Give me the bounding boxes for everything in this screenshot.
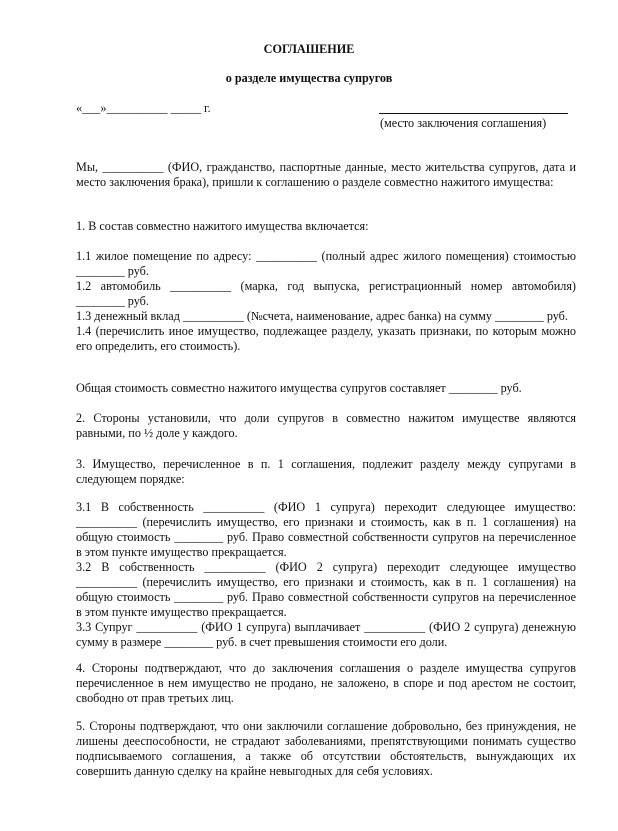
item-3-1: 3.1 В собственность __________ (ФИО 1 супруга) переходит следующее имущество: __________ (перечислить имущество, его признаки и стоимость, как в п. 1 соглашения) на общую стоимость ________ руб. Право совместной собственности супругов на перечисленное в этом пункте имущество прекращается.	[76, 500, 576, 559]
section-1-total	[76, 381, 576, 396]
place-caption: (место заключения соглашения)	[380, 116, 547, 130]
item-1-3: 1.3 денежный вклад __________ (№счета, наименование, адрес банка) на сумму ________ руб.	[76, 309, 568, 323]
section-4-text: 4. Стороны подтверждают, что до заключения соглашения о разделе имущества супругов перечисленное в нем имущество не продано, не заложено, в споре и под арестом не состоит, свободно от прав третьих лиц.	[76, 661, 576, 705]
document-title: СОГЛАШЕНИЕ	[263, 42, 355, 56]
section-1-heading: 1. В состав совместно нажитого имущества включается:	[76, 219, 369, 233]
section-3-items	[76, 500, 576, 650]
section-2-text: 2. Стороны установили, что доли супругов в совместно нажитом имуществе являются равными, по ½ доле у каждого.	[76, 411, 576, 440]
intro-text: Мы, __________ (ФИО, гражданство, паспортные данные, место жительства супругов, дата и место заключения брака), пришли к соглашению о разделе совместно нажитого имущества:	[76, 160, 576, 189]
section-3	[76, 457, 576, 487]
section-2	[76, 411, 576, 441]
section-5	[76, 719, 576, 779]
date-line: «___»__________ _____ г.	[76, 101, 211, 115]
section-5-text: 5. Стороны подтверждают, что они заключили соглашение добровольно, без принуждения, не лишены дееспособности, не страдают заболеваниями, препятствующими понимать существо подписываемого соглашения, а также об отсутствии обстоятельств, вынуждающих их совершить данную сделку на крайне невыгодных для себя условиях.	[76, 719, 576, 778]
place-blank-line	[379, 113, 568, 114]
document-subtitle: о разделе имущества супругов	[225, 71, 393, 85]
section-3-heading: 3. Имущество, перечисленное в п. 1 соглашения, подлежит разделу между супругами в следующем порядке:	[76, 457, 576, 486]
item-1-2: 1.2 автомобиль __________ (марка, год выпуска, регистрационный номер автомобиля) ________ руб.	[76, 279, 576, 308]
total-value-text: Общая стоимость совместно нажитого имущества супругов составляет ________ руб.	[76, 381, 522, 395]
section-1	[76, 219, 576, 234]
item-3-3: 3.3 Супруг __________ (ФИО 1 супруга) выплачивает __________ (ФИО 2 супруга) денежную сумму в размере ________ руб. в счет превышения стоимости его доли.	[76, 620, 576, 649]
item-1-1: 1.1 жилое помещение по адресу: __________ (полный адрес жилого помещения) стоимостью ________ руб.	[76, 249, 576, 278]
intro-paragraph	[76, 160, 576, 190]
item-3-2: 3.2 В собственность __________ (ФИО 2 супруга) переходит следующее имущество __________ (перечислить имущество, его признаки и стоимость, как в п. 1 соглашения) на общую стоимость ________ руб. Право совместной собственности супругов на перечисленное в этом пункте имущество прекращается.	[76, 560, 576, 619]
item-1-4: 1.4 (перечислить иное имущество, подлежащее разделу, указать признаки, по которым можно его определить, его стоимость).	[76, 324, 576, 353]
section-4	[76, 661, 576, 706]
section-1-items	[76, 249, 576, 354]
